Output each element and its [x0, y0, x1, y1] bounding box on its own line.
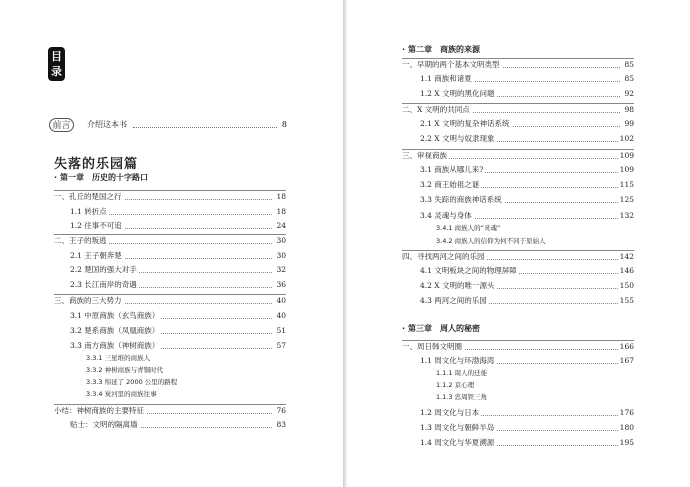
toc-entry-title: 1.2 周文化与日本: [420, 408, 480, 417]
chapter-3-heading[interactable]: · 第三章 周人的秘密: [402, 324, 481, 333]
toc-entry-title: 一、孔丘的楚国之行: [54, 192, 122, 201]
toc-entry[interactable]: [54, 234, 286, 247]
preface-page: 8: [281, 120, 287, 129]
toc-entry[interactable]: [70, 325, 286, 337]
toc-subentry[interactable]: 1.1.3 忠周铁三角: [436, 393, 488, 401]
toc-entry-title: 四、寻找两河之间的乐园: [402, 252, 485, 261]
toc-entry[interactable]: [420, 194, 634, 206]
toc-entry-title: 3.2 楚系商族（凤凰商族）: [70, 326, 160, 335]
toc-subentry[interactable]: 3.3.2 神树商族与青铜时代: [86, 366, 164, 374]
toc-entry-page: 99: [624, 119, 634, 128]
toc-entry-title: 1.2 X 文明的黑化问题: [420, 89, 495, 98]
toc-entry[interactable]: [420, 295, 634, 307]
toc-entry-page: 76: [276, 406, 286, 415]
part-title: 失落的乐园篇: [54, 157, 139, 172]
toc-entry-page: 146: [619, 266, 634, 275]
toc-entry[interactable]: [420, 280, 634, 292]
toc-entry[interactable]: [70, 220, 286, 232]
toc-entry-title: 一、早期的两个基本文明类型: [402, 60, 500, 69]
toc-entry-title: 3.3 失踪的商族神话系统: [420, 195, 502, 204]
toc-entry-title: 3.1 中原商族（玄鸟商族）: [70, 311, 160, 320]
toc-entry-page: 32: [276, 265, 286, 274]
toc-entry-title: 三、审视商族: [402, 151, 447, 160]
toc-entry[interactable]: [70, 206, 286, 218]
toc-entry-title: 二、X 文明的共同点: [402, 105, 470, 114]
toc-entry-page: 98: [624, 105, 634, 114]
toc-entry-title: 2.2 X 文明与奴隶现象: [420, 134, 495, 143]
right-page: [347, 0, 690, 487]
toc-entry-title: 1.4 周文化与华夏溯源: [420, 438, 495, 447]
chapter-number: 第三章: [408, 324, 433, 333]
toc-entry-page: 195: [619, 438, 634, 447]
toc-entry-page: 109: [619, 165, 634, 174]
dot-leader: [133, 127, 277, 128]
toc-entry-page: 167: [619, 356, 634, 365]
toc-entry-title: 3.2 商王始祖之谜: [420, 180, 480, 189]
toc-entry-page: 51: [276, 326, 286, 335]
toc-entry[interactable]: [70, 250, 286, 262]
toc-entry-title: 贴士：文明的隔离墙: [70, 420, 138, 429]
toc-subentry[interactable]: 3.3.3 绵延了 2000 公里的路程: [86, 378, 178, 386]
toc-entry-page: 24: [276, 221, 286, 230]
toc-entry-page: 30: [276, 236, 286, 245]
toc-entry[interactable]: [420, 407, 634, 419]
toc-entry-title: 4.2 X 文明的唯一源头: [420, 281, 495, 290]
toc-entry[interactable]: [420, 210, 634, 222]
chapter-1-heading[interactable]: · 第一章 历史的十字路口: [54, 173, 149, 182]
toc-entry[interactable]: [402, 58, 634, 71]
toc-entry[interactable]: [402, 340, 634, 353]
toc-entry-title: 1.1 商族和诸夏: [420, 74, 472, 83]
toc-subentry[interactable]: 3.3.1 三星堆的商族人: [86, 354, 151, 362]
preface-entry[interactable]: [49, 118, 287, 132]
toc-entry-page: 176: [619, 408, 634, 417]
toc-entry[interactable]: [70, 310, 286, 322]
contents-tab: [48, 47, 65, 81]
toc-entry-title: 小结：神树商族的主要特征: [54, 406, 144, 415]
toc-entry-title: 1.1 转折点: [70, 207, 107, 216]
toc-subentry[interactable]: 1.1.2 京心理: [436, 381, 475, 389]
toc-subentry[interactable]: 3.4.1 商族人的“灵魂”: [436, 224, 501, 232]
left-page: [0, 0, 343, 487]
toc-entry-page: 109: [619, 151, 634, 160]
toc-entry-page: 142: [619, 252, 634, 261]
toc-entry[interactable]: [420, 265, 634, 277]
toc-entry-page: 166: [619, 342, 634, 351]
toc-entry-page: 40: [276, 296, 286, 305]
toc-entry-page: 40: [276, 311, 286, 320]
toc-entry-title: 3.4 灵魂与身体: [420, 211, 472, 220]
toc-entry-page: 36: [276, 280, 286, 289]
toc-entry-page: 102: [619, 134, 634, 143]
toc-entry-title: 4.1 文明板块之间的物理屏障: [420, 266, 517, 275]
toc-entry[interactable]: [420, 355, 634, 367]
toc-subentry[interactable]: 1.1.1 周人的迁徙: [436, 369, 488, 377]
toc-entry-title: 2.1 王子朝奔楚: [70, 251, 122, 260]
toc-entry-title: 4.3 两河之间的乐园: [420, 296, 487, 305]
toc-entry-title: 2.2 楚国的强大对手: [70, 265, 137, 274]
toc-entry[interactable]: [402, 250, 634, 263]
toc-entry-page: 85: [624, 60, 634, 69]
toc-entry[interactable]: [420, 164, 634, 176]
toc-entry-page: 155: [619, 296, 634, 305]
toc-entry-title: 三、商族的三大势力: [54, 296, 122, 305]
toc-entry-page: 150: [619, 281, 634, 290]
toc-entry-page: 180: [619, 423, 634, 432]
toc-entry-title: 3.3 南方商族（神树商族）: [70, 341, 160, 350]
toc-entry[interactable]: [420, 118, 634, 130]
toc-entry-page: 132: [619, 211, 634, 220]
toc-entry[interactable]: [54, 404, 286, 417]
preface-title: 介绍这本书: [87, 120, 127, 129]
toc-entry[interactable]: [420, 133, 634, 145]
chapter-number: 第二章: [408, 45, 433, 54]
toc-entry-page: 30: [276, 251, 286, 260]
toc-entry[interactable]: [420, 422, 634, 434]
chapter-number: 第一章: [60, 173, 85, 182]
chapter-2-heading[interactable]: · 第二章 商族的来源: [402, 45, 481, 54]
toc-entry-page: 83: [276, 420, 286, 429]
toc-entry-title: 1.3 周文化与朝鲜半岛: [420, 423, 495, 432]
chapter-title: 周人的秘密: [440, 324, 481, 333]
toc-entry[interactable]: [420, 88, 634, 100]
toc-entry[interactable]: [70, 340, 286, 352]
toc-entry-title: 2.3 长江南岸的奇遇: [70, 280, 137, 289]
toc-entry[interactable]: [402, 103, 634, 116]
toc-entry-title: 一、周日韩文明圈: [402, 342, 462, 351]
toc-entry[interactable]: [420, 73, 634, 85]
toc-entry[interactable]: [402, 149, 634, 162]
toc-entry-page: 92: [624, 89, 634, 98]
contents-char-2: 录: [51, 65, 62, 78]
toc-entry-page: 18: [276, 207, 286, 216]
toc-entry-title: 3.1 商族从哪儿来?: [420, 165, 484, 174]
toc-entry[interactable]: [70, 419, 286, 431]
toc-entry-page: 115: [619, 180, 634, 189]
toc-entry-title: 1.2 往事不可追: [70, 221, 122, 230]
chapter-title: 历史的十字路口: [92, 173, 149, 182]
contents-char-1: 目: [51, 50, 62, 63]
toc-entry-page: 125: [619, 195, 634, 204]
toc-entry[interactable]: [54, 294, 286, 307]
toc-entry[interactable]: [70, 279, 286, 291]
toc-entry-page: 57: [276, 341, 286, 350]
toc-entry-title: 2.1 X 文明的复杂神话系统: [420, 119, 510, 128]
chapter-title: 商族的来源: [440, 45, 481, 54]
toc-entry-title: 1.1 周文化与环渤海湾: [420, 356, 495, 365]
toc-entry-page: 85: [624, 74, 634, 83]
preface-badge: 前言: [49, 118, 74, 132]
toc-entry[interactable]: [420, 179, 634, 191]
toc-entry[interactable]: [70, 264, 286, 276]
toc-subentry[interactable]: 3.4.2 商族人的信仰为何不同于原始人: [436, 237, 546, 245]
toc-entry[interactable]: [54, 190, 286, 203]
toc-entry-title: 二、王子的叛逃: [54, 236, 107, 245]
toc-entry[interactable]: [420, 437, 634, 449]
toc-entry-page: 18: [276, 192, 286, 201]
toc-subentry[interactable]: 3.3.4 炭河里的商族往事: [86, 390, 157, 398]
